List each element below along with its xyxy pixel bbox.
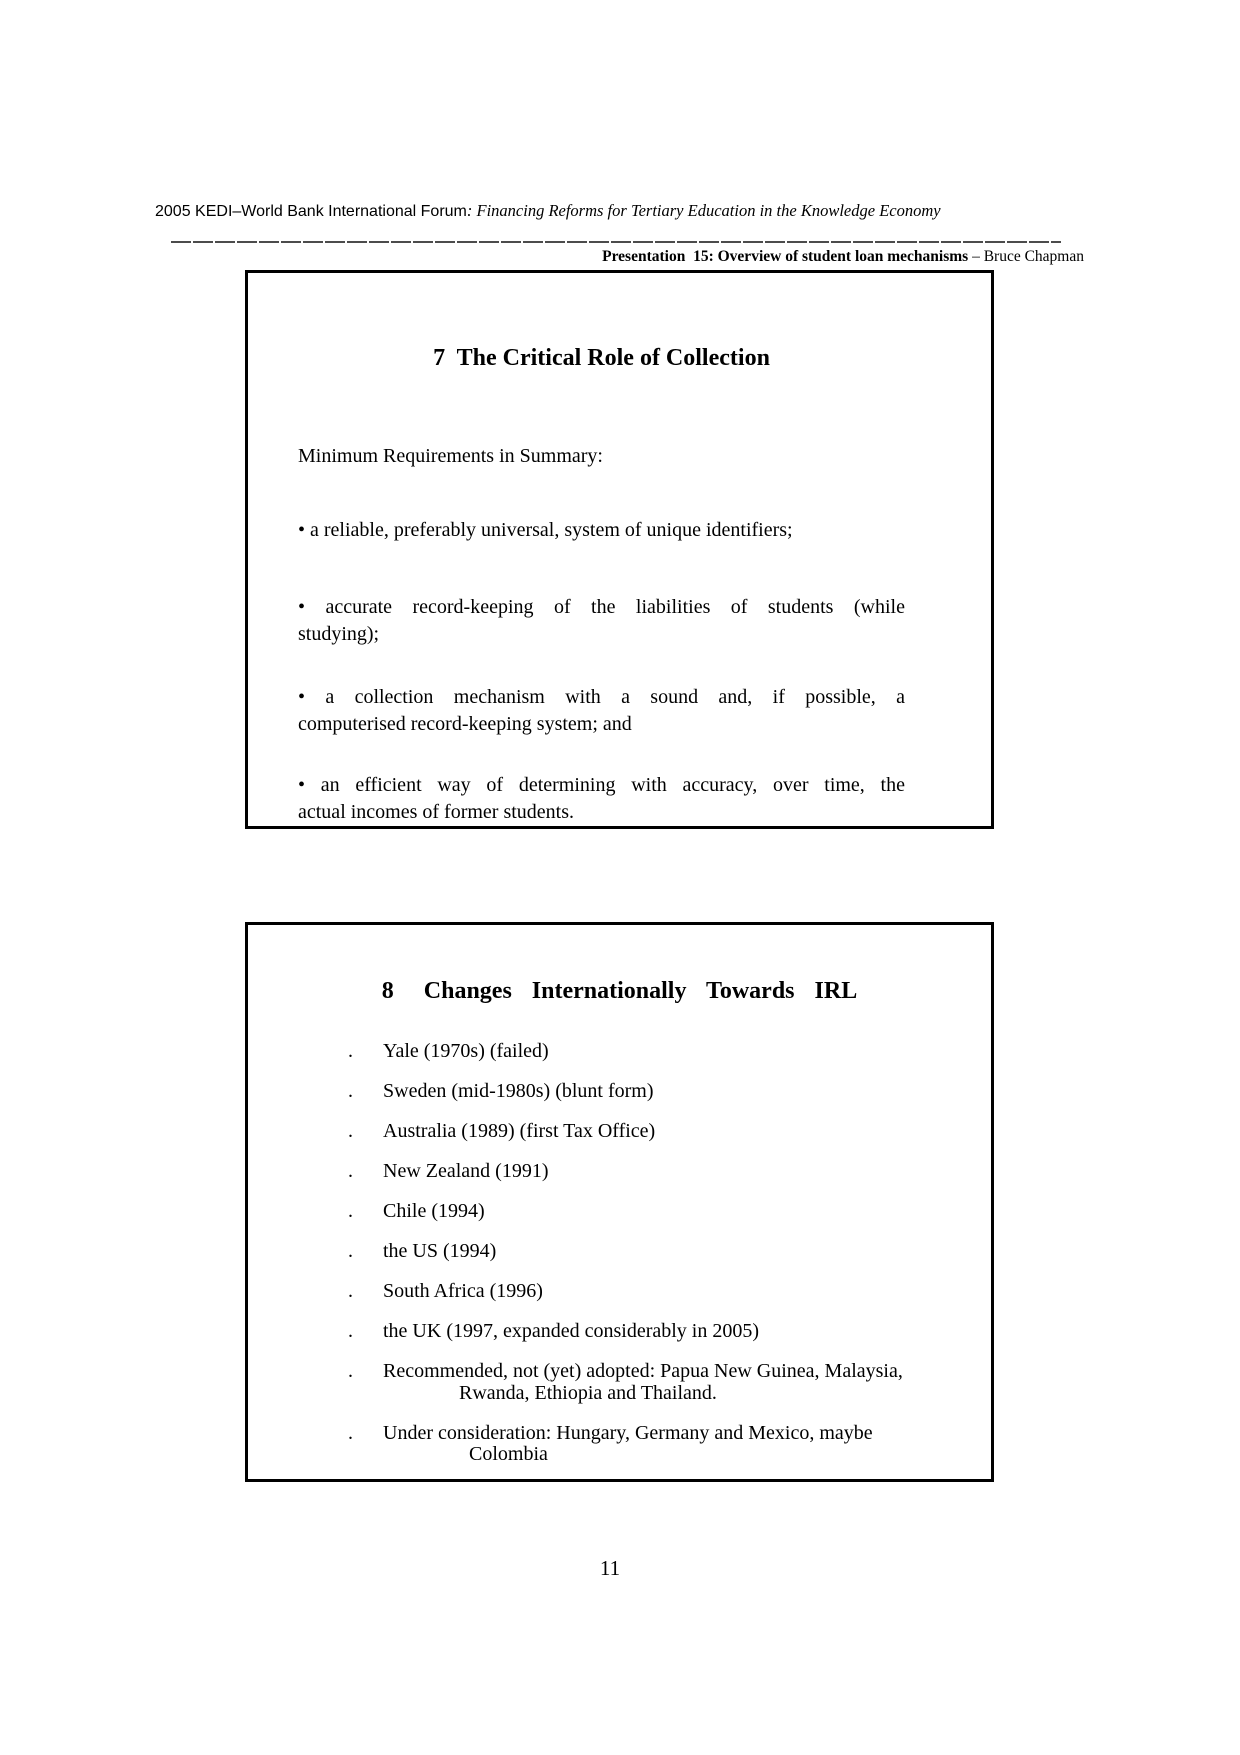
list-item <box>348 1281 991 1303</box>
list-item-marker: . <box>348 1280 353 1302</box>
irl-country-list <box>248 1041 991 1466</box>
list-item <box>348 1241 991 1263</box>
slide-7-intro: Minimum Requirements in Summary: <box>298 445 603 467</box>
header-presentation-line <box>0 247 1084 267</box>
list-item-text: New Zealand (1991) <box>383 1160 549 1182</box>
header-divider-rule <box>171 241 1061 243</box>
slide-7-title: 7 The Critical Role of Collection <box>433 345 770 371</box>
header-forum-line <box>155 201 941 222</box>
list-item-marker: . <box>348 1421 353 1444</box>
list-item-marker: . <box>348 1200 353 1222</box>
list-item-marker: . <box>348 1160 353 1182</box>
slide-7-frame <box>245 270 994 829</box>
list-item-text: Australia (1989) (first Tax Office) <box>383 1120 656 1142</box>
list-item-text <box>383 1361 943 1404</box>
list-item <box>348 1321 991 1343</box>
bullet-item <box>298 684 905 738</box>
list-item <box>348 1081 991 1103</box>
slide-8-frame <box>245 922 994 1482</box>
bullet-line: • accurate record-keeping of the liabilities of students (while <box>298 596 905 618</box>
list-item <box>348 1361 991 1404</box>
list-item-marker: . <box>348 1040 353 1062</box>
list-item-marker: . <box>348 1360 353 1382</box>
list-item-marker: . <box>348 1080 353 1102</box>
bullet-line: • an efficient way of determining with accuracy, over time, the <box>298 774 905 796</box>
list-item-marker: . <box>348 1320 353 1342</box>
presenter-name: – Bruce Chapman <box>968 248 1084 265</box>
list-item-marker: . <box>348 1120 353 1142</box>
bullet-line: • a collection mechanism with a sound and, if possible, a <box>298 686 905 708</box>
list-item-text: Sweden (mid-1980s) (blunt form) <box>383 1080 654 1102</box>
bullet-line: studying); <box>298 623 380 645</box>
list-item-line: Under consideration: Hungary, Germany and Mexico, maybe <box>383 1421 873 1444</box>
list-item-line: Rwanda, Ethiopia and Thailand. <box>459 1381 717 1404</box>
bullet-line: • a reliable, preferably universal, system of unique identifiers; <box>298 519 793 541</box>
list-item-line: Colombia <box>469 1443 548 1465</box>
list-item-text: the US (1994) <box>383 1240 497 1262</box>
list-item-text: Chile (1994) <box>383 1200 485 1222</box>
list-item-line: Recommended, not (yet) adopted: Papua New Guinea, Malaysia, <box>383 1360 903 1382</box>
bullet-line: computerised record-keeping system; and <box>298 713 632 735</box>
slide-8-title: 8 Changes Internationally Towards IRL <box>381 978 858 1004</box>
bullet-item <box>298 772 905 826</box>
bullet-line: actual incomes of former students. <box>298 801 575 823</box>
list-item <box>348 1161 991 1183</box>
bullet-item <box>298 594 905 648</box>
list-item-marker: . <box>348 1240 353 1262</box>
list-item <box>348 1201 991 1223</box>
list-item-text: South Africa (1996) <box>383 1280 543 1302</box>
bullet-item <box>298 517 905 544</box>
list-item <box>348 1041 991 1063</box>
page-number: 11 <box>599 1556 621 1580</box>
header-forum-subtitle: : Financing Reforms for Tertiary Education in the Knowledge Economy <box>466 201 941 220</box>
list-item <box>348 1121 991 1143</box>
list-item <box>348 1423 991 1466</box>
presentation-title: Presentation 15: Overview of student loan mechanisms <box>602 248 969 265</box>
list-item-text: the UK (1997, expanded considerably in 2005) <box>383 1320 760 1342</box>
list-item-text: Yale (1970s) (failed) <box>383 1040 549 1062</box>
list-item-text <box>383 1423 943 1466</box>
header-forum-title: 2005 KEDI–World Bank International Forum <box>155 203 467 220</box>
